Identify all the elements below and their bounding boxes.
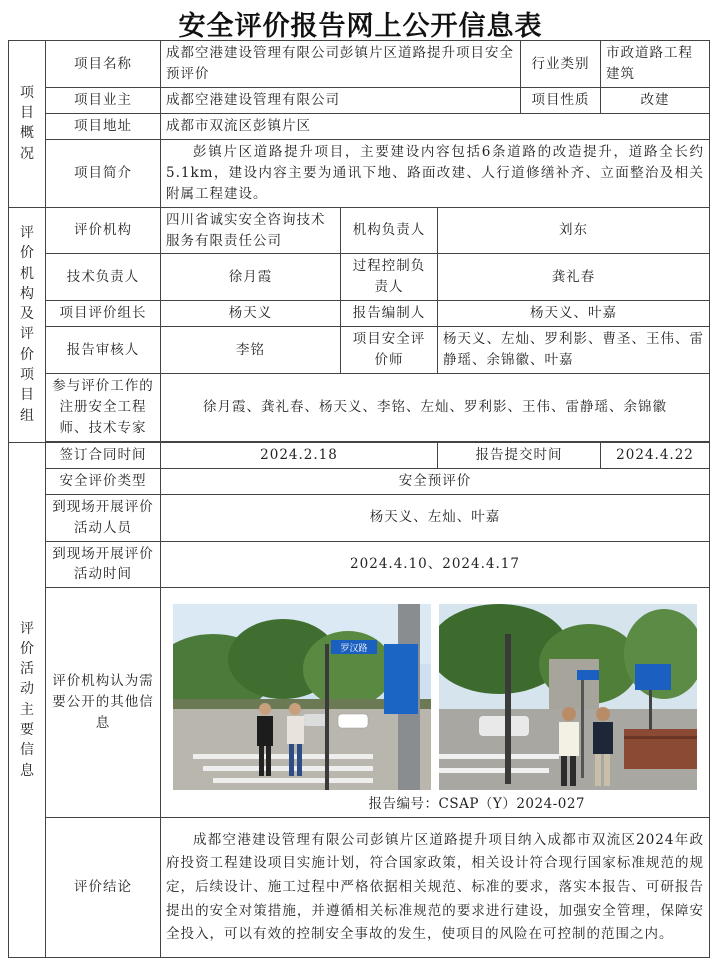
reviewer-label: 报告审核人 xyxy=(46,327,161,374)
intro-label: 项目简介 xyxy=(46,139,161,207)
assessors-label: 项目安全评价师 xyxy=(341,327,438,374)
org-label: 评价机构 xyxy=(46,207,161,254)
industry-label: 行业类别 xyxy=(521,41,601,88)
intro: 彭镇片区道路提升项目，主要建设内容包括6条道路的改造提升，道路全长约5.1km，建设内容主要为通讯下地、路面改建、人行道修缮补齐、立面整治及相关附属工程建设。 xyxy=(161,139,710,207)
process-label: 过程控制负责人 xyxy=(341,254,438,301)
svg-text:罗汉路: 罗汉路 xyxy=(340,644,368,655)
address-label: 项目地址 xyxy=(46,113,161,139)
tech-head-label: 技术负责人 xyxy=(46,254,161,301)
engineers-label: 参与评价工作的注册安全工程师、技术专家 xyxy=(46,374,161,442)
submit-label: 报告提交时间 xyxy=(438,442,601,468)
conclusion: 成都空港建设管理有限公司彭镇片区道路提升项目纳入成都市双流区2024年政府投资工程建设项目实施计划，符合国家政策，相关设计符合现行国家标准规范的规定，后续设计、施工过程中严格依据相关规范、标准的要求，落实本报告、可研报告提出的安全对策措施，并遵循相关标准规范的要求进行建设，加强安全管理，保障安全投入，可以有效的控制安全事故的发生，使项目的风险在可控制的范围之内。 xyxy=(161,818,710,958)
onsite-time: 2024.4.10、2024.4.17 xyxy=(161,541,710,588)
leader: 杨天义 xyxy=(161,301,341,327)
section-activity: 评价活动主要信息 xyxy=(9,442,46,958)
other-info xyxy=(161,588,710,818)
info-table xyxy=(8,40,710,958)
site-photo-1 xyxy=(173,604,431,790)
nature: 改建 xyxy=(601,88,710,114)
engineers: 徐月霞、龚礼春、杨天义、李铭、左灿、罗利影、王伟、雷静瑶、余锦徽 xyxy=(161,374,710,442)
project-name: 成都空港建设管理有限公司彭镇片区道路提升项目安全预评价 xyxy=(161,41,521,88)
address: 成都市双流区彭镇片区 xyxy=(161,113,710,139)
tech-head: 徐月霞 xyxy=(161,254,341,301)
onsite-people-label: 到现场开展评价活动人员 xyxy=(46,494,161,541)
author: 杨天义、叶嘉 xyxy=(438,301,710,327)
page-title: 安全评价报告网上公开信息表 xyxy=(178,11,543,42)
author-label: 报告编制人 xyxy=(341,301,438,327)
submit: 2024.4.22 xyxy=(601,442,710,468)
reviewer: 李铭 xyxy=(161,327,341,374)
assessors: 杨天义、左灿、罗利影、曹圣、王伟、雷静瑶、余锦徽、叶嘉 xyxy=(438,327,710,374)
report-number: 报告编号：CSAP（Y）2024-027 xyxy=(368,796,586,813)
org-head: 刘东 xyxy=(438,207,710,254)
contract: 2024.2.18 xyxy=(161,442,438,468)
owner-label: 项目业主 xyxy=(46,88,161,114)
section-institution: 评价机构及评价项目组 xyxy=(9,207,46,442)
process: 龚礼春 xyxy=(438,254,710,301)
industry: 市政道路工程建筑 xyxy=(601,41,710,88)
onsite-people: 杨天义、左灿、叶嘉 xyxy=(161,494,710,541)
section-overview: 项目概况 xyxy=(9,41,46,208)
org: 四川省诚实安全咨询技术服务有限责任公司 xyxy=(161,207,341,254)
other-info-label: 评价机构认为需要公开的其他信息 xyxy=(46,588,161,818)
project-name-label: 项目名称 xyxy=(46,41,161,88)
onsite-time-label: 到现场开展评价活动时间 xyxy=(46,541,161,588)
org-head-label: 机构负责人 xyxy=(341,207,438,254)
nature-label: 项目性质 xyxy=(521,88,601,114)
type-label: 安全评价类型 xyxy=(46,468,161,494)
contract-label: 签订合同时间 xyxy=(46,442,161,468)
conclusion-label: 评价结论 xyxy=(46,818,161,958)
type: 安全预评价 xyxy=(161,468,710,494)
site-photo-2 xyxy=(439,604,697,790)
owner: 成都空港建设管理有限公司 xyxy=(161,88,521,114)
leader-label: 项目评价组长 xyxy=(46,301,161,327)
